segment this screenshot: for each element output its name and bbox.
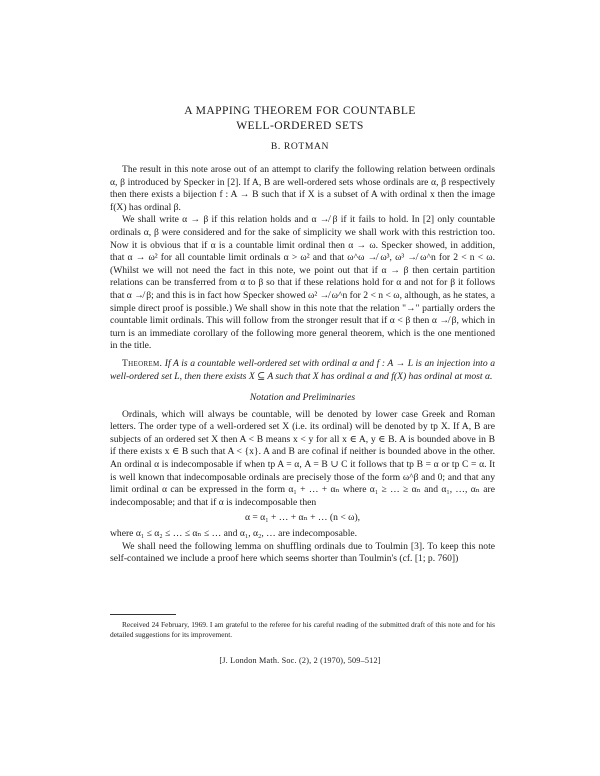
theorem-statement bbox=[110, 358, 495, 383]
section-heading: Notation and Preliminaries bbox=[249, 392, 356, 404]
after-display-text: where α₁ ≤ α₂ ≤ … ≤ αₙ ≤ … and α₁, α₂, … are indecomposable. bbox=[110, 528, 358, 540]
theorem-label: Theorem. bbox=[122, 357, 163, 369]
journal-reference: [J. London Math. Soc. (2), 2 (1970), 509–512] bbox=[219, 656, 381, 665]
display-formula: α = α₁ + … + αₙ + … (n < ω), bbox=[244, 512, 361, 524]
notation-paragraph: Ordinals, which will always be countable, will be denoted by lower case Greek and Roman letters. The order type of a well-ordered set X (i.e. its ordinal) will be denoted by tp X. If A, B are subjects of an ordered set X then A < B means x < y for all x ∈ A, y ∈ B. A is bounded above in B if there exists x ∈ B such that A < {x}. A and B are cofinal if neither is bounded above in the other. An ordinal α is indecomposable if when tp A = α, A = B ∪ C it follows that tp B = α or tp C = α. It is well known that indecomposable ordinals are precisely those of the form ω^β and 0; and that any limit ordinal α can be expressed in the form α₁ + … + αₙ where α₁ ≥ … ≥ αₙ and α₁, …, αₙ are indecomposable; and that if α is indecomposable then bbox=[110, 408, 495, 508]
theorem-text: If A is a countable well-ordered set with ordinal α and f : A → L is an injection into a well-ordered set L, then there exists X ⊆ A such that X has ordinal α and f(X) has ordinal at most α. bbox=[110, 357, 495, 382]
paper-title-line-2: WELL-ORDERED SETS bbox=[236, 119, 364, 132]
footnote-rule bbox=[110, 614, 176, 615]
lemma-intro-paragraph: We shall need the following lemma on shuffling ordinals due to Toulmin [3]. To keep this note self-contained we include a proof here which seems shorter than Toulmin's (cf. [1; p. 760]) bbox=[110, 540, 495, 565]
author-name: B. ROTMAN bbox=[270, 141, 330, 152]
intro-paragraph: The result in this note arose out of an attempt to clarify the following relation between ordinals α, β introduced by Specker in [2]. If A, B are well-ordered sets whose ordinals are α, β respectively then there exists a bijection f : A → B such that if X is a subset of A with ordinal x then the image f(X) has ordinal β. bbox=[110, 164, 495, 213]
paper-title-line-1: A MAPPING THEOREM FOR COUNTABLE bbox=[184, 104, 416, 117]
paper-body bbox=[110, 164, 495, 566]
footnote: Received 24 February, 1969. I am grateful to the referee for his careful reading of the submitted draft of this note and for his detailed suggestions for its improvement. bbox=[110, 620, 495, 639]
relation-paragraph: We shall write α → β if this relation holds and α ↛ β if it fails to hold. In [2] only countable ordinals α, β were considered and for the sake of simplicity we shall work with this restriction too. Now it is obvious that if α is a countable limit ordinal then α → ω. Specker showed, in addition, that α → ω² for all countable limit ordinals α > ω² and that ω^ω ↛ ω³, ω³ ↛ ω^n for 2 < n < ω. (Whilst we will not need the fact in this note, we point out that if α → β then certain partition relations can be transferred from α to β so that if these relations hold for α and not for β it follows that α ↛ β; and this is in fact how Specker showed ω² ↛ ω^n for 2 < n < ω, although, as he states, a simple direct proof is possible.) We shall show in this note that the relation "→" partially orders the countable limit ordinals. This will follow from the stronger result that if α < β then α ↛ β, which in turn is an immediate corollary of the following more general theorem, which is the one mentioned in the title. bbox=[110, 214, 495, 352]
